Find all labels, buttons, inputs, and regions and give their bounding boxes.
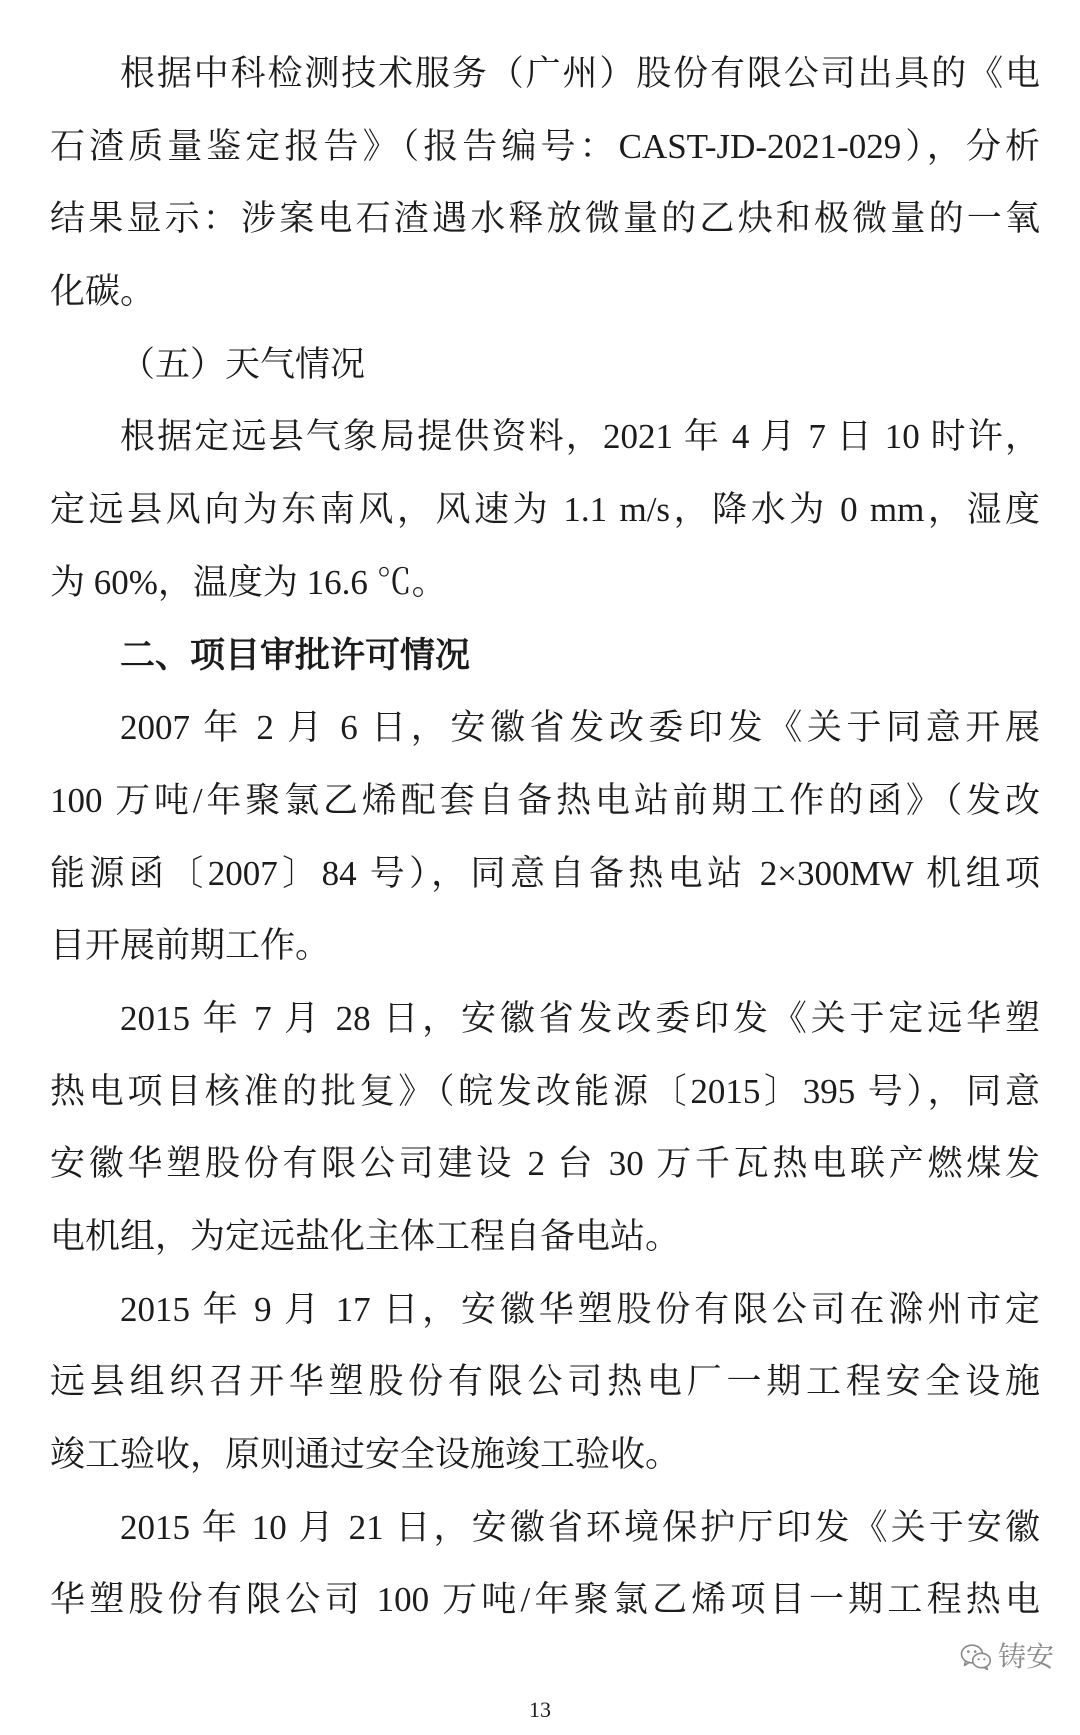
paragraph-line: 100 万吨/年聚氯乙烯配套自备热电站前期工作的函》（发改 [50, 780, 1040, 820]
paragraph-line: 安徽华塑股份有限公司建设 2 台 30 万千瓦热电联产燃煤发 [50, 1144, 1040, 1184]
paragraph-line: 2015 年 7 月 28 日，安徽省发改委印发《关于定远华塑 [120, 998, 1040, 1038]
paragraph-line: 根据定远县气象局提供资料，2021 年 4 月 7 日 10 时许， [120, 417, 1040, 457]
paragraph-line: 化碳。 [50, 272, 156, 312]
paragraph-line: 2015 年 10 月 21 日，安徽省环境保护厅印发《关于安徽 [120, 1507, 1040, 1547]
paragraph-test-report [50, 38, 1040, 329]
paragraph-line: 2007 年 2 月 6 日，安徽省发改委印发《关于同意开展 [120, 708, 1040, 748]
paragraph-2015-07-approval [50, 983, 1040, 1274]
paragraph-line: 定远县风向为东南风，风速为 1.1 m/s，降水为 0 mm，湿度 [50, 490, 1040, 530]
paragraph-line: 华塑股份有限公司 100 万吨/年聚氯乙烯项目一期工程热电 [50, 1580, 1040, 1620]
paragraph-line: 2015 年 9 月 17 日，安徽华塑股份有限公司在滁州市定 [120, 1289, 1040, 1329]
paragraph-line: 热电项目核准的批复》（皖发改能源〔2015〕395 号），同意 [50, 1071, 1040, 1111]
paragraph-2015-09-acceptance [50, 1274, 1040, 1492]
page-number: 13 [529, 1697, 551, 1722]
paragraph-line: 竣工验收，原则通过安全设施竣工验收。 [50, 1435, 681, 1475]
watermark-text: 铸安 [997, 1641, 1054, 1672]
paragraph-line: 石渣质量鉴定报告》（报告编号：CAST-JD-2021-029），分析 [50, 126, 1040, 166]
paragraph-line: 根据中科检测技术服务（广州）股份有限公司出具的《电 [120, 54, 1040, 93]
paragraph-2007-approval [50, 692, 1040, 983]
paragraph-line: 目开展前期工作。 [50, 926, 331, 966]
paragraph-2015-10-environment [50, 1492, 1040, 1637]
section-heading: 二、项目审批许可情况 [120, 635, 471, 675]
section-subheading: （五）天气情况 [120, 344, 366, 384]
paragraph-line: 电机组，为定远盐化主体工程自备电站。 [50, 1217, 681, 1256]
paragraph-line: 远县组织召开华塑股份有限公司热电厂一期工程安全设施 [50, 1362, 1040, 1402]
document-body [50, 38, 1040, 1637]
paragraph-line: 为 60%，温度为 16.6 ℃。 [50, 562, 447, 602]
watermark [960, 1640, 1054, 1674]
paragraph-line: 能源函〔2007〕84 号），同意自备热电站 2×300MW 机组项 [50, 853, 1040, 893]
wechat-icon [960, 1643, 992, 1671]
paragraph-weather [50, 401, 1040, 619]
paragraph-line: 结果显示：涉案电石渣遇水释放微量的乙炔和极微量的一氧 [50, 199, 1040, 239]
